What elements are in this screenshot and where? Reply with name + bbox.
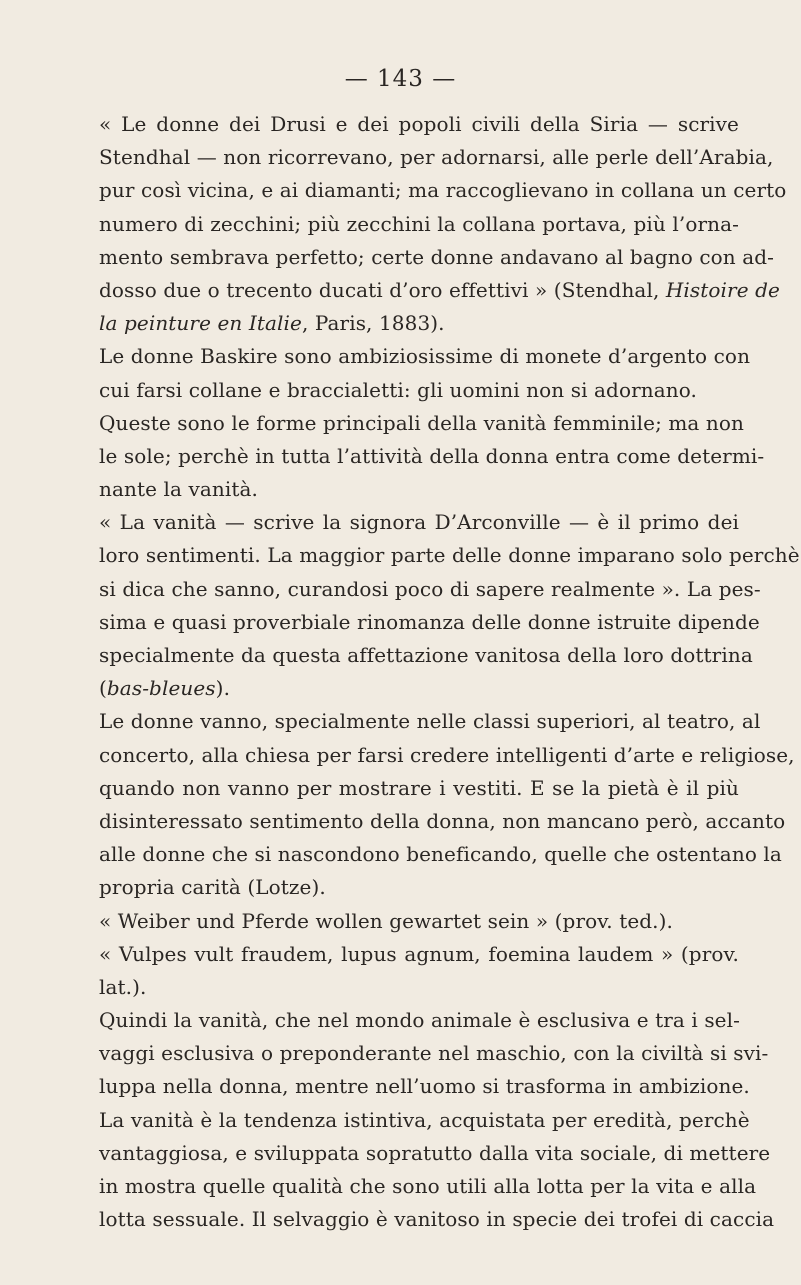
- text-line: [99, 141, 774, 174]
- text-line: [99, 1170, 757, 1203]
- line-text: luppa nella donna, mentre nell’uomo si trasforma in ambizione.: [99, 1074, 750, 1099]
- text-line: [99, 208, 739, 241]
- text-line: [99, 1137, 771, 1170]
- text-line: [99, 871, 739, 904]
- text-line: [99, 1037, 769, 1070]
- text-line: [99, 506, 739, 539]
- line-text: in mostra quelle qualità che sono utili alla lotta per la vita e alla: [99, 1174, 757, 1198]
- line-text: « Weiber und Pferde wollen gewartet sein » (prov. ted.).: [99, 908, 673, 933]
- text-line: [99, 407, 745, 440]
- italic-text: bas-bleues: [106, 676, 216, 701]
- text-line: [99, 573, 761, 606]
- line-text: quando non vanno per mostrare i vestiti. E se la pietà è il più: [99, 775, 739, 800]
- text-line: [99, 805, 786, 838]
- text-line: [99, 340, 751, 373]
- text-line: [99, 174, 787, 207]
- text-line: [99, 938, 739, 971]
- page-number: — 143 —: [344, 66, 457, 92]
- line-text: nante la vanità.: [99, 477, 259, 502]
- line-text: dosso due o trecento ducati d’oro effettivi » (Stendhal,: [99, 277, 666, 302]
- line-text: mento sembrava perfetto; certe donne andavano al bagno con ad-: [99, 244, 775, 269]
- line-text: propria carità (Lotze).: [99, 875, 326, 900]
- text-line: [99, 241, 775, 274]
- line-text: le sole; perchè in tutta l’attività della donna entra come determi-: [99, 443, 765, 468]
- line-text: si dica che sanno, curandosi poco di sapere realmente ». La pes-: [99, 576, 761, 601]
- text-line: [99, 1203, 775, 1236]
- line-text: lotta sessuale. Il selvaggio è vanitoso in specie dei trofei di caccia: [99, 1207, 775, 1232]
- text-line: [99, 108, 739, 141]
- text-line: [99, 539, 800, 572]
- text-line: [99, 307, 739, 340]
- line-text: « Le donne dei Drusi e dei popoli civili della Siria — scrive: [99, 112, 739, 136]
- text-line: [99, 1104, 750, 1137]
- line-text: Le donne Baskire sono ambiziosissime di monete d’argento con: [99, 344, 751, 369]
- body-text: [99, 108, 800, 1236]
- text-line: [99, 440, 765, 473]
- text-line: [99, 905, 739, 938]
- line-text: « Vulpes vult fraudem, lupus agnum, foemina laudem » (prov.: [99, 941, 739, 966]
- text-line: [99, 274, 780, 307]
- line-text: Quindi la vanità, che nel mondo animale è esclusiva e tra i sel-: [99, 1008, 740, 1033]
- line-text: Queste sono le forme principali della vanità femminile; ma non: [99, 410, 745, 435]
- line-text: La vanità è la tendenza istintiva, acquistata per eredità, perchè: [99, 1107, 750, 1132]
- line-text: loro sentimenti. La maggior parte delle donne imparano solo perchè: [99, 543, 800, 568]
- line-text: pur così vicina, e ai diamanti; ma raccoglievano in collana un certo: [99, 178, 787, 203]
- text-line: [99, 739, 795, 772]
- text-line: [99, 772, 739, 805]
- line-text: specialmente da questa affettazione vanitosa della loro dottrina: [99, 643, 753, 667]
- line-text: numero di zecchini; più zecchini la collana portava, più l’orna-: [99, 211, 739, 236]
- line-text: vaggi esclusiva o preponderante nel maschio, con la civiltà si svi-: [99, 1041, 769, 1066]
- text-line: [99, 1004, 739, 1037]
- line-text: Stendhal — non ricorrevano, per adornarsi, alle perle dell’Arabia,: [99, 145, 774, 170]
- text-line: [99, 672, 739, 705]
- text-line: [99, 606, 760, 639]
- line-text: cui farsi collane e braccialetti: gli uomini non si adornano.: [99, 377, 697, 402]
- line-text: concerto, alla chiesa per farsi credere intelligenti d’arte e religiose,: [99, 742, 795, 767]
- line-text: « La vanità — scrive la signora D’Arconville — è il primo dei: [99, 510, 739, 535]
- text-line: [99, 838, 782, 871]
- text-line: [99, 473, 739, 506]
- text-line: [99, 374, 739, 407]
- text-line: [99, 639, 753, 672]
- line-text: , Paris, 1883).: [301, 311, 445, 336]
- line-text: disinteressato sentimento della donna, non mancano però, accanto: [99, 808, 786, 833]
- italic-text: Histoire de: [665, 277, 780, 302]
- line-text: sima e quasi proverbiale rinomanza delle donne istruite dipende: [99, 609, 760, 634]
- text-line: [99, 1070, 750, 1103]
- line-text: (: [99, 676, 107, 701]
- text-line: [99, 971, 739, 1004]
- line-text: alle donne che si nascondono beneficando, quelle che ostentano la: [99, 842, 782, 867]
- italic-text: la peinture en Italie: [99, 311, 302, 336]
- line-text: Le donne vanno, specialmente nelle classi superiori, al teatro, al: [99, 709, 761, 734]
- line-text: ).: [215, 676, 231, 701]
- line-text: vantaggiosa, e sviluppata sopratutto dalla vita sociale, di mettere: [99, 1140, 771, 1165]
- line-text: lat.).: [99, 974, 147, 999]
- text-line: [99, 705, 761, 738]
